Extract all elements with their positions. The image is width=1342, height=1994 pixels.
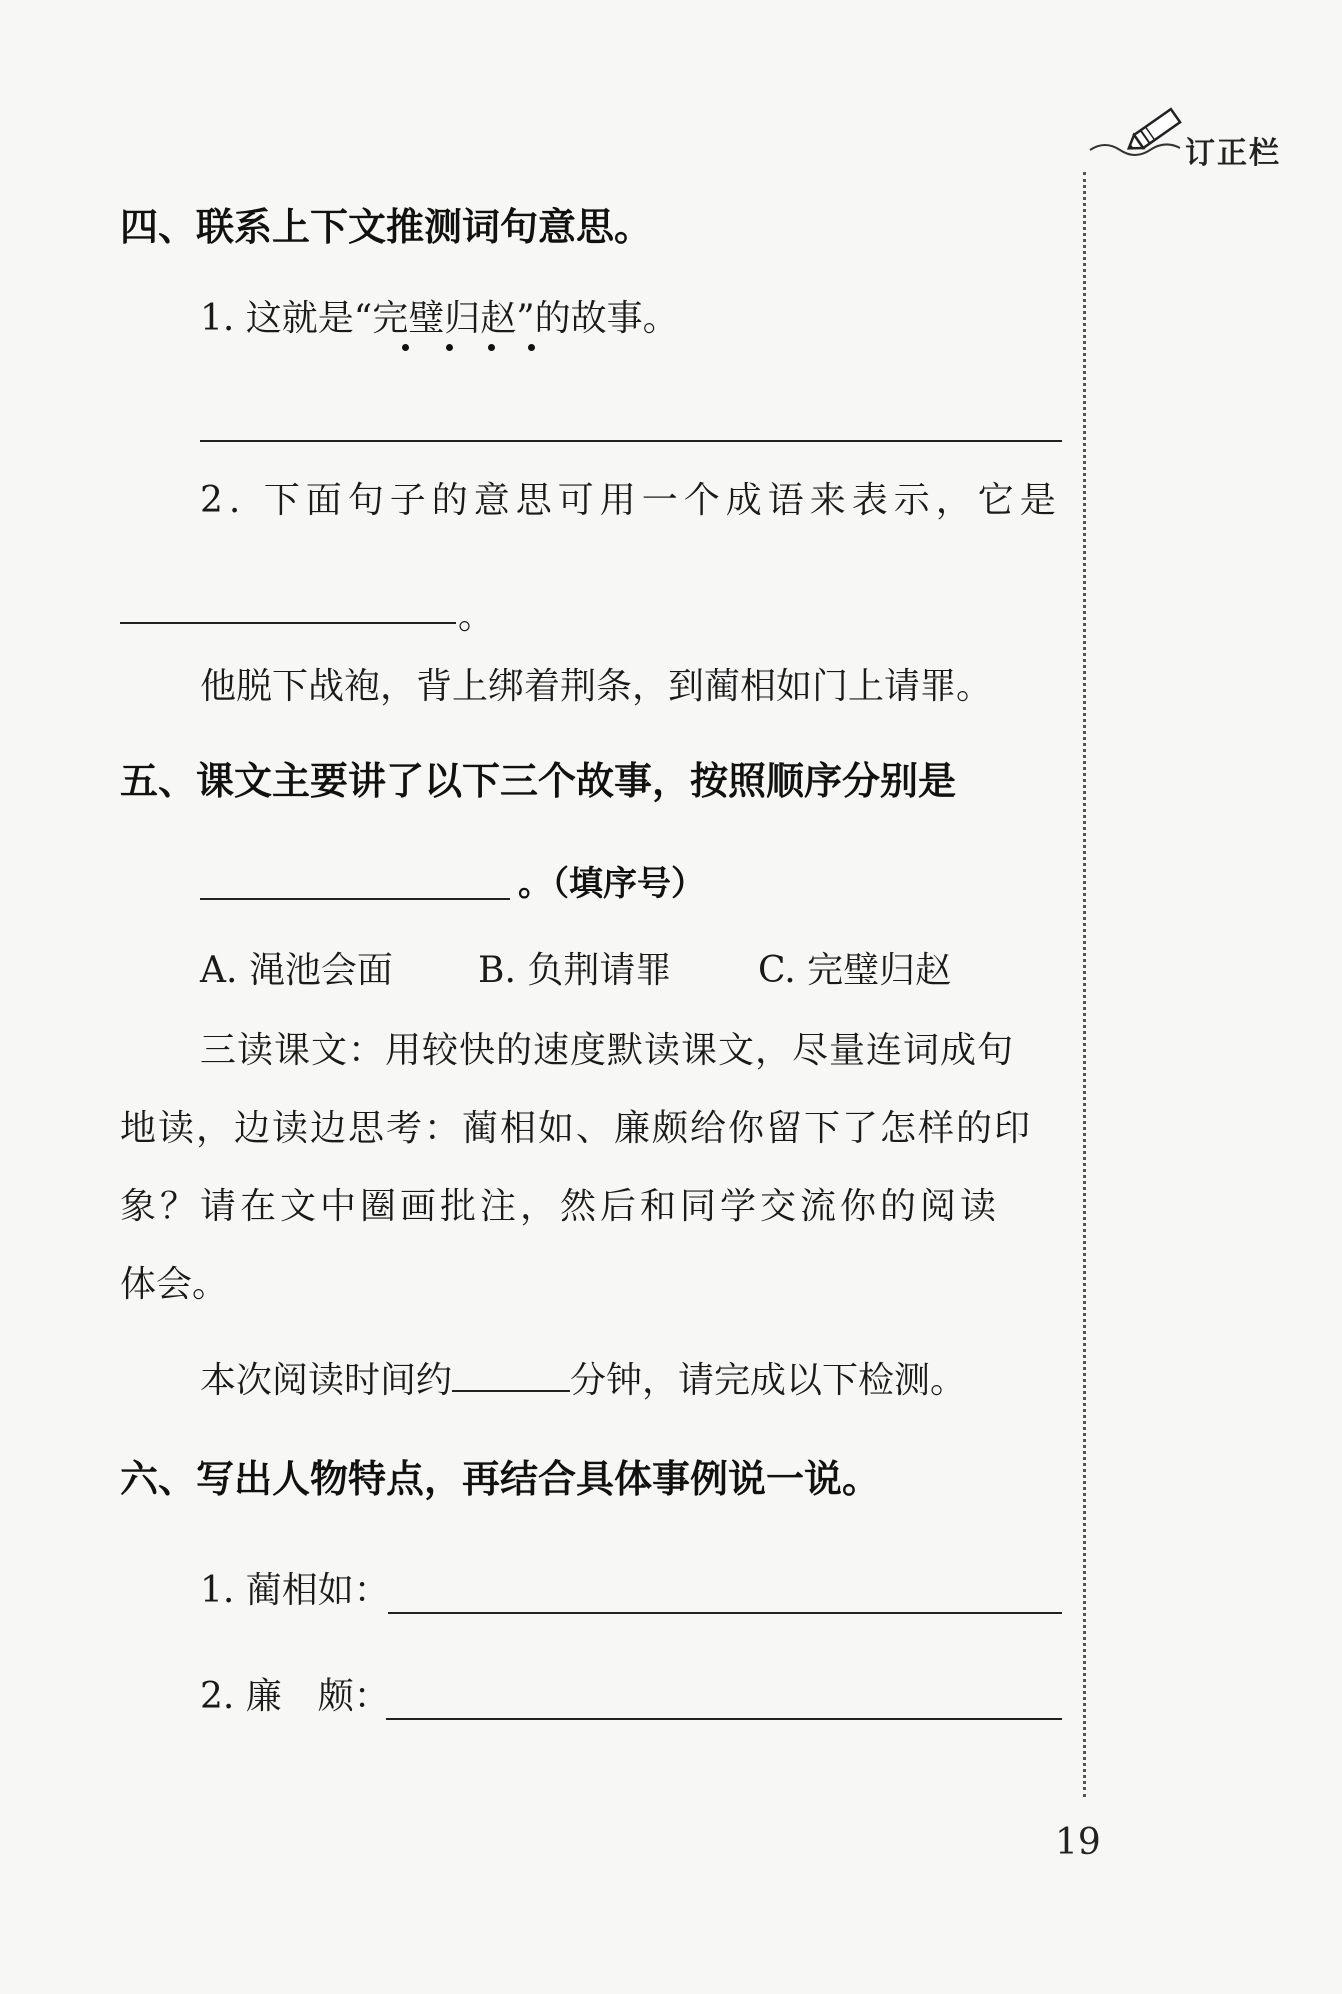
section5-answer-line[interactable] [200, 898, 510, 900]
section4-q1 [200, 290, 679, 341]
reading-line-4: 体会。 [120, 1264, 229, 1305]
correction-column-label: 订正栏 [1185, 136, 1281, 171]
emphasis-dot [488, 344, 495, 351]
reading-time-before: 本次阅读时间约 [200, 1360, 453, 1401]
page-number: 19 [1055, 1822, 1101, 1863]
option-b: B. 负荆请罪 [478, 950, 672, 991]
q2-end-punct: 。 [458, 596, 495, 637]
reading-line-2: 地读，边读边思考：蔺相如、廉颇给你留下了怎样的印 [120, 1108, 1033, 1149]
character-2-answer-line[interactable] [386, 1718, 1062, 1720]
reading-time-blank[interactable] [452, 1390, 570, 1392]
section4-q2: 2. 下面句子的意思可用一个成语来表示，它是 [200, 480, 1062, 521]
section5-heading: 五、课文主要讲了以下三个故事，按照顺序分别是 [120, 759, 957, 803]
correction-column-header [1085, 100, 1305, 170]
character-1-answer-line[interactable] [388, 1612, 1062, 1614]
q2-answer-line[interactable] [120, 622, 456, 624]
q2-sentence: 他脱下战袍，背上绑着荆条，到蔺相如门上请罪。 [200, 666, 993, 707]
character-item-1: 1. 蔺相如： [200, 1570, 390, 1611]
reading-line-1: 三读课文：用较快的速度默读课文，尽量连词成句 [200, 1030, 1015, 1071]
emphasis-dot [446, 344, 453, 351]
pencil-icon [1085, 100, 1195, 170]
section5-suffix: 。（填序号） [518, 864, 705, 904]
section6-heading: 六、写出人物特点，再结合具体事例说一说。 [120, 1457, 881, 1501]
emphasis-dot [402, 344, 409, 351]
reading-line-3: 象？请在文中圈画批注，然后和同学交流你的阅读 [120, 1186, 1001, 1227]
section4-heading: 四、联系上下文推测词句意思。 [120, 205, 653, 249]
emphasis-dot [528, 344, 535, 351]
correction-column-divider [1083, 172, 1086, 1797]
q1-text-before: 1. 这就是“ [200, 298, 373, 339]
option-a: A. 渑池会面 [200, 950, 393, 991]
q1-text-after: ”的故事。 [516, 298, 679, 339]
character-item-2: 2. 廉 颇： [200, 1676, 390, 1717]
q1-answer-line[interactable] [200, 440, 1062, 442]
q1-emphasized-idiom: 完璧归赵 [372, 298, 517, 339]
reading-time-after: 分钟，请完成以下检测。 [570, 1360, 967, 1401]
reading-time-line [200, 1352, 966, 1403]
option-c: C. 完璧归赵 [758, 950, 952, 991]
